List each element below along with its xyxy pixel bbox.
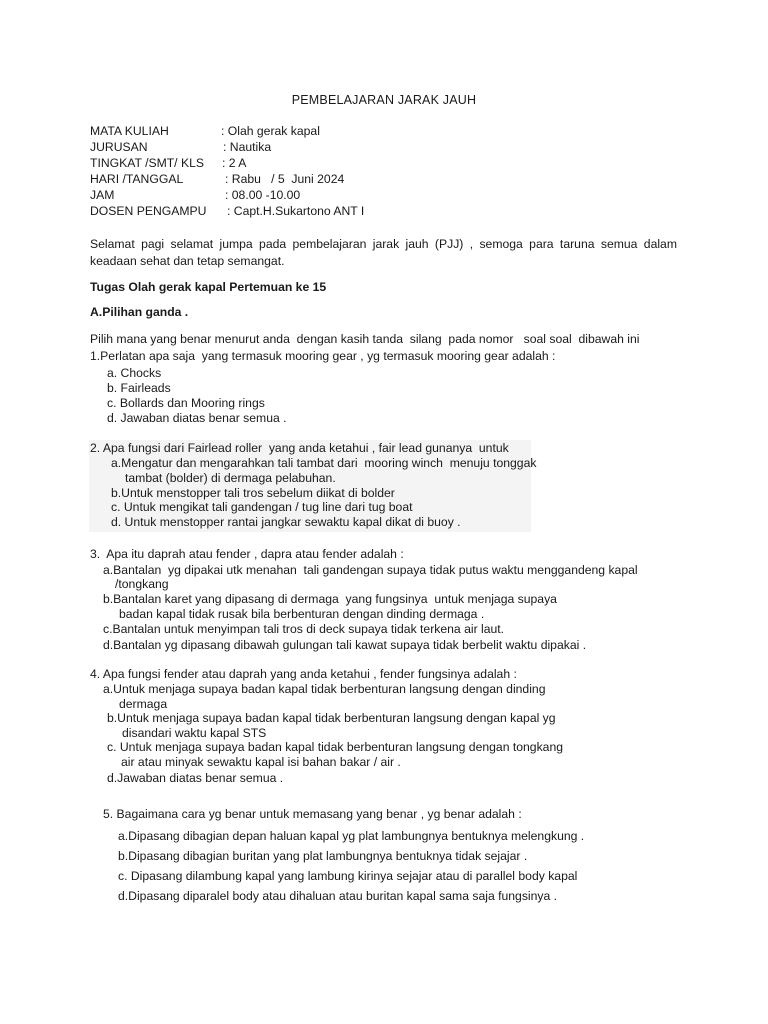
q2-option-d: d. Untuk menstopper rantai jangkar sewaktu kapal dikat di buoy .: [111, 515, 461, 529]
q1-option-a: a. Chocks: [107, 366, 162, 380]
q1-option-c: c. Bollards dan Mooring rings: [107, 396, 265, 410]
task-heading: Tugas Olah gerak kapal Pertemuan ke 15: [90, 280, 327, 294]
question-3: 3. Apa itu daprah atau fender , dapra atau fender adalah :: [90, 547, 404, 561]
question-5: 5. Bagaimana cara yg benar untuk memasang yang benar , yg benar adalah :: [103, 807, 522, 821]
q4-option-a: a.Untuk menjaga supaya badan kapal tidak berbenturan langsung dengan dinding: [103, 682, 546, 696]
question-4: 4. Apa fungsi fender atau daprah yang anda ketahui , fender fungsinya adalah :: [90, 667, 517, 681]
meta-label: JAM: [90, 188, 115, 202]
q2-option-a-cont: tambat (bolder) di dermaga pelabuhan.: [125, 471, 336, 485]
meta-row-jurusan: [90, 140, 272, 156]
q4-option-c: c. Untuk menjaga supaya badan kapal tidak berbenturan langsung dengan tongkang: [107, 740, 564, 754]
q3-option-d: d.Bantalan yg dipasang dibawah gulungan tali kawat supaya tidak berbelit waktu dipakai .: [103, 638, 587, 652]
meta-row-hari-tanggal: [90, 172, 345, 188]
q4-option-b: b.Untuk menjaga supaya badan kapal tidak berbenturan langsung dengan kapal yg: [107, 711, 556, 725]
meta-label: DOSEN PENGAMPU: [90, 204, 207, 218]
question-1: 1.Perlatan apa saja yang termasuk mooring gear , yg termasuk mooring gear adalah :: [90, 349, 556, 363]
meta-value: : 2 A: [222, 156, 247, 170]
q5-option-b: b.Dipasang dibagian buritan yang plat lambungnya bentuknya tidak sejajar .: [118, 849, 528, 863]
greeting-paragraph: Selamat pagi selamat jumpa pada pembelajaran jarak jauh (PJJ) , semoga para taruna semua dalam keadaan sehat dan tetap semangat.: [90, 237, 677, 268]
meta-label: TINGKAT /SMT/ KLS: [90, 156, 204, 170]
q3-option-b-cont: badan kapal tidak rusak bila berbenturan dengan dinding dermaga .: [119, 607, 485, 621]
q2-option-b: b.Untuk menstopper tali tros sebelum diikat di bolder: [111, 486, 395, 500]
meta-value: : Capt.H.Sukartono ANT I: [227, 204, 365, 218]
q2-option-c: c. Untuk mengikat tali gandengan / tug line dari tug boat: [111, 500, 413, 514]
page-title: PEMBELAJARAN JARAK JAUH: [291, 93, 477, 107]
meta-value: : Olah gerak kapal: [221, 124, 320, 138]
meta-value: : Rabu / 5 Juni 2024: [225, 172, 345, 186]
meta-row-mata-kuliah: [90, 124, 320, 140]
q3-option-a: a.Bantalan yg dipakai utk menahan tali gandengan supaya tidak putus waktu menggandeng kapal: [103, 563, 638, 577]
q4-option-d: d.Jawaban diatas benar semua .: [107, 771, 284, 785]
meta-row-dosen: [90, 204, 365, 220]
q5-option-d: d.Dipasang diparalel body atau dihaluan atau buritan kapal sama saja fungsinya .: [118, 889, 558, 903]
q3-option-b: b.Bantalan karet yang dipasang di dermaga yang fungsinya untuk menjaga supaya: [103, 592, 557, 606]
meta-row-jam: [90, 188, 301, 204]
q5-option-c: c. Dipasang dilambung kapal yang lambung kirinya sejajar atau di parallel body kapal: [118, 869, 578, 883]
q2-option-a: a.Mengatur dan mengarahkan tali tambat dari mooring winch menuju tonggak: [111, 456, 537, 470]
q1-option-d: d. Jawaban diatas benar semua .: [107, 411, 287, 425]
meta-value: : 08.00 -10.00: [225, 188, 301, 202]
q1-option-b: b. Fairleads: [107, 381, 171, 395]
meta-label: MATA KULIAH: [90, 124, 169, 138]
q3-option-c: c.Bantalan untuk menyimpan tali tros di deck supaya tidak terkena air laut.: [103, 622, 505, 636]
question-2: 2. Apa fungsi dari Fairlead roller yang anda ketahui , fair lead gunanya untuk: [90, 441, 509, 455]
section-heading: A.Pilihan ganda .: [90, 305, 189, 319]
q4-option-b-cont: disandari waktu kapal STS: [122, 726, 267, 740]
meta-value: : Nautika: [223, 140, 272, 154]
q4-option-c-cont: air atau minyak sewaktu kapal isi bahan bakar / air .: [121, 755, 401, 769]
q5-option-a: a.Dipasang dibagian depan haluan kapal yg plat lambungnya bentuknya melengkung .: [118, 829, 585, 843]
meta-row-tingkat: [90, 156, 247, 172]
q4-option-a-cont: dermaga: [119, 697, 168, 711]
instruction-text: Pilih mana yang benar menurut anda dengan kasih tanda silang pada nomor soal soal dibawah ini: [90, 332, 640, 346]
meta-label: HARI /TANGGAL: [90, 172, 184, 186]
meta-label: JURUSAN: [90, 140, 148, 154]
q3-option-a-cont: /tongkang: [115, 577, 169, 591]
